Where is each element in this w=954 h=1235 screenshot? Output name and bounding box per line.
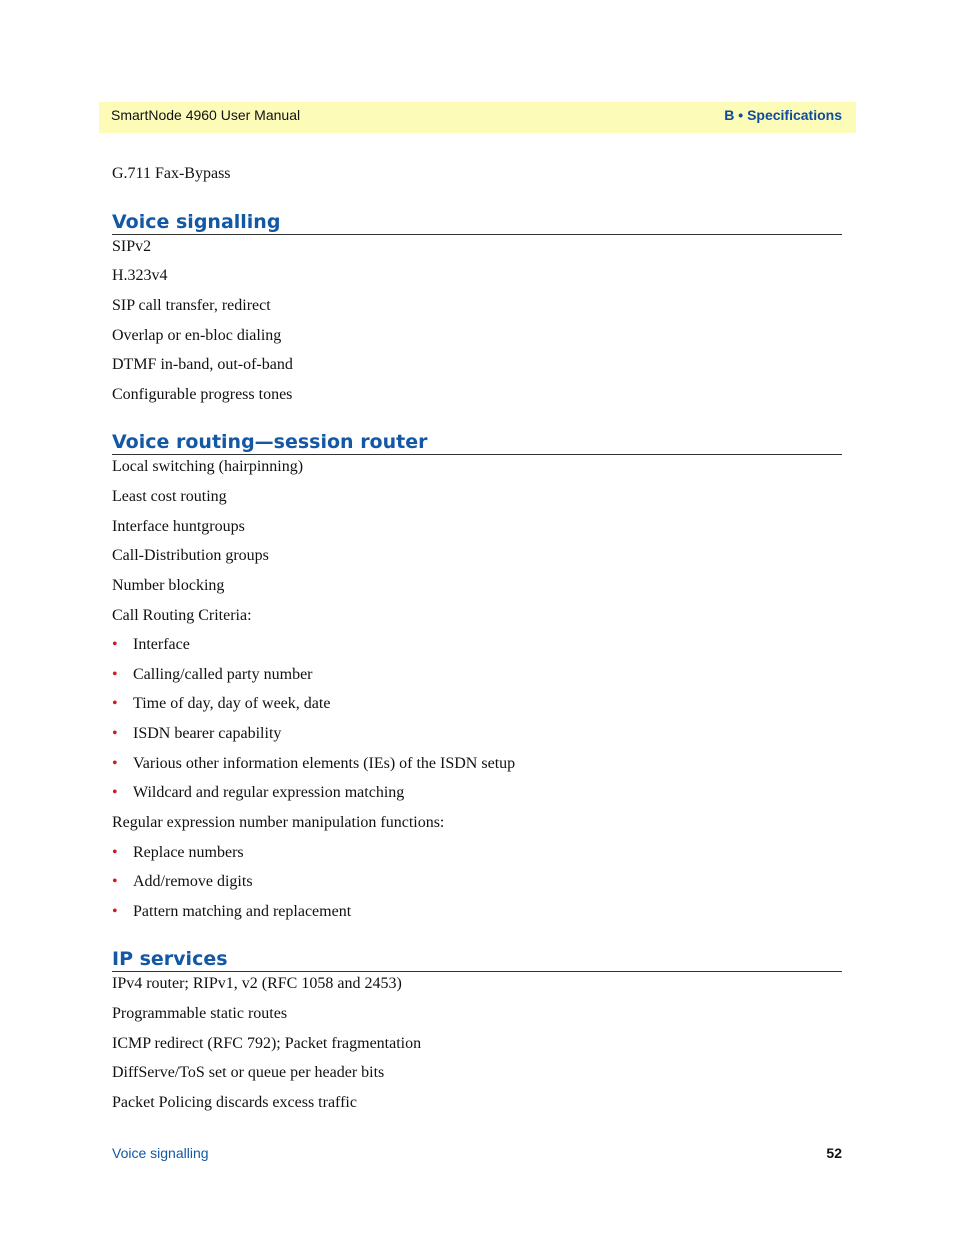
regex-intro: Regular expression number manipulation functions: xyxy=(112,814,445,831)
list-item: SIPv2 xyxy=(112,238,152,255)
section-heading-ip-services: IP services xyxy=(112,945,842,972)
running-header xyxy=(99,102,856,133)
bullet-icon: • xyxy=(112,725,118,742)
list-item: DTMF in-band, out-of-band xyxy=(112,356,293,373)
intro-line: G.711 Fax-Bypass xyxy=(112,165,231,182)
list-item: Configurable progress tones xyxy=(112,386,293,403)
list-item: H.323v4 xyxy=(112,267,168,284)
section-heading-voice-routing: Voice routing—session router xyxy=(112,428,842,455)
list-item: Least cost routing xyxy=(112,488,227,505)
bullet-icon: • xyxy=(112,844,118,861)
list-item: Local switching (hairpinning) xyxy=(112,458,304,475)
bullet-icon: • xyxy=(112,666,118,683)
bullet-icon: • xyxy=(112,636,118,653)
list-item: Number blocking xyxy=(112,577,225,594)
bullet-icon: • xyxy=(112,695,118,712)
chapter-title: B • Specifications xyxy=(724,107,842,123)
list-item: Packet Policing discards excess traffic xyxy=(112,1094,357,1111)
bullet-icon: • xyxy=(112,903,118,920)
list-item: Call Routing Criteria: xyxy=(112,607,252,624)
list-item: Call-Distribution groups xyxy=(112,547,269,564)
list-item: SIP call transfer, redirect xyxy=(112,297,271,314)
list-item: DiffServe/ToS set or queue per header bits xyxy=(112,1064,385,1081)
page-number: 52 xyxy=(826,1145,842,1161)
list-item: Interface huntgroups xyxy=(112,518,245,535)
footer-section-name: Voice signalling xyxy=(112,1145,209,1161)
bullet-icon: • xyxy=(112,873,118,890)
list-item: ICMP redirect (RFC 792); Packet fragmentation xyxy=(112,1035,422,1052)
section-heading-voice-signalling: Voice signalling xyxy=(112,208,842,235)
list-item: IPv4 router; RIPv1, v2 (RFC 1058 and 2453) xyxy=(112,975,402,992)
bullet-icon: • xyxy=(112,784,118,801)
list-item: Programmable static routes xyxy=(112,1005,288,1022)
bullet-icon: • xyxy=(112,755,118,772)
manual-title: SmartNode 4960 User Manual xyxy=(111,107,301,123)
list-item: Overlap or en-bloc dialing xyxy=(112,327,282,344)
